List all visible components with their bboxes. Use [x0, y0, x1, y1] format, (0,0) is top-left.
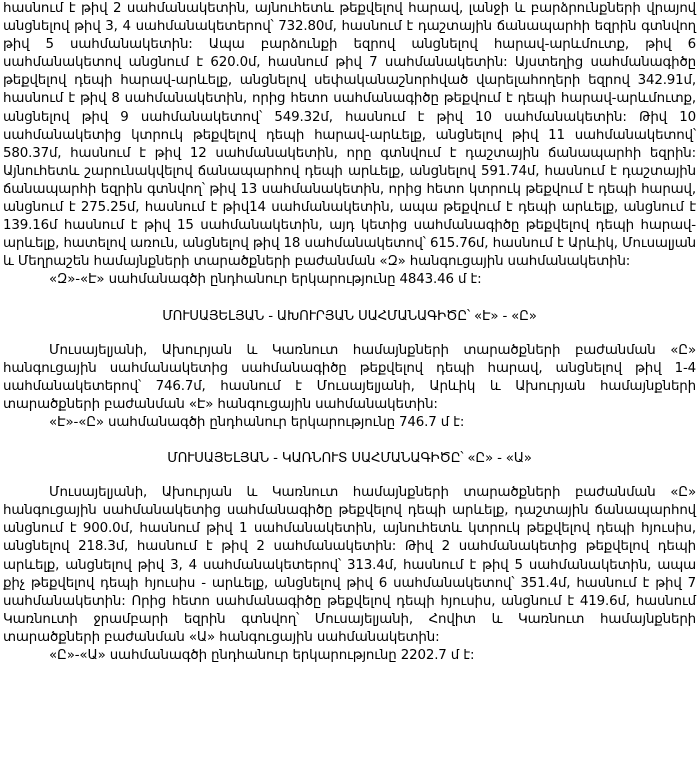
spacer	[3, 468, 696, 484]
section1-paragraph: հասնում է թիվ 2 սահմանակետին, այնուհետև թեքվելով հարավ, լանջի և բարձրունքների վրայով անցնելով թիվ 3, 4 սահմանակետերով՝ 732.80մ, հասնում է դաշտային ճանապարհի եզրին գտնվող թիվ 5 սահմանակետին: Ապա բարձունքի եզրով անցնելով հարավ-արևմուտք, թիվ 6 սահմանակետով անցնում է 620.0մ, հասնում թիվ 7 սահմանակետին: Այստեղից սահմանագիծը թեքվելով դեպի հարավ-արևելք, անցնելով սեփականաշնորհված վարելահողերի եզրով 342.91մ, հասնում է թիվ 8 սահմանակետին, որից հետո սահմանագիծը թեքվում է դեպի հարավ-արևմուտք, անցնելով թիվ 9 սահմանակետով՝ 549.32մ, հասնում է թիվ 10 սահմանակետին: Թիվ 10 սահմանակետից կտրուկ թեքվելով դեպի հարավ-արևելք, անցնելով թիվ 11 սահմանակետով՝ 580.37մ, հասնում է թիվ 12 սահմանակետին, որը գտնվում է դաշտային ճանապարհի եզրին: Այնուհետև շարունակվելով ճանապարհով դեպի արևելք, անցնելով 591.74մ, հասնում է դաշտային ճանապարհի եզրին գտնվող՝ թիվ 13 սահմանակետին, որից հետո կտրուկ թեքվում է դեպի հարավ, անցնում է 275.25մ, հասնում է թիվ14 սահմանակետին, ապա թեքվում է դեպի արևելք, անցնում է 139.16մ հասնում է թիվ 15 սահմանակետին, այդ կետից սահմանագիծը թեքվելով դեպի հարավ-արևելք, հատելով առուն, անցնելով թիվ 18 սահմանակետով՝ 615.76մ, հասնում է Արևիկ, Մուսալյան և Մեղրաշեն համայնքների տարածքների բաժանման «Զ» հանգուցային սահմանակետին:	[3, 1, 696, 270]
section3-heading: ՄՈՒՍԱՅԵԼՅԱՆ - ԿԱՌՆՈՒՏ ՍԱՀՄԱՆԱԳԻԾԸ՝ «Ը» - «Ա»	[167, 451, 532, 467]
spacer	[3, 432, 696, 450]
section2-heading: ՄՈՒՍԱՅԵԼՅԱՆ - ԱԽՈՒՐՅԱՆ ՍԱՀՄԱՆԱԳԻԾԸ՝ «Է» - «Ը»	[162, 308, 537, 324]
section3-total-length: «Ը»-«Ա» սահմանագծի ընդհանուր երկարությունը 2202.7 մ է:	[49, 648, 475, 663]
section2-total-length: «Է»-«Ը» սահմանագծի ընդհանուր երկարությունը 746.7 մ է:	[49, 414, 465, 430]
section1-total-length: «Զ»-«Է» սահմանագծի ընդհանուր երկարությունը 4843.46 մ է:	[49, 272, 482, 288]
section3-paragraph: Մուսայելյանի, Ախուրյան և Կառնուտ համայնքների տարածքների բաժանման «Ը» հանգուցային սահմանակետից սահմանագիծը թեքվելով դեպի արևելք, դաշտային ճանապարհով անցնում է 900.0մ, հասնում թիվ 1 սահմանակետին, այնուհետև կտրուկ թեքվելով դեպի հյուսիս, անցնելով 218.3մ, հասնում է թիվ 2 սահմանակետին: Թիվ 2 սահմանակետից թեքվելով դեպի արևելք, անցնելով թիվ 3, 4 սահմանակետերով՝ 313.4մ, հասնում է թիվ 5 սահմանակետին, ապա քիչ թեքվելով դեպի հյուսիս - արևելք, անցնելով թիվ 6 սահմանակետով՝ 351.4մ, հասնում է թիվ 7 սահմանակետին: Որից հետո սահմանագիծը թեքվելով դեպի հյուսիս, անցնում է 419.6մ, հասնում Կառնուտի ջրամբարի եզրին գտնվող՝ Մուսայելյանի, Հովիտ և Կառնուտ համայնքների տարածքների բաժանման «Ա» հանգուցային սահմանակետին:	[3, 485, 696, 645]
section2-paragraph: Մուսայելյանի, Ախուրյան և Կառնուտ համայնքների տարածքների բաժանման «Ը» հանգուցային սահմանակետից սահմանագիծը թեքվելով դեպի հարավ, անցնելով թիվ 1-4 սահմանակետերով՝ 746.7մ, հասնում է Մուսայելյանի, Արևիկ և Ախուրյան համայնքների տարածքների բաժանման «Է» հանգուցային սահմանակետին:	[3, 342, 696, 412]
spacer	[3, 326, 696, 342]
spacer	[3, 290, 696, 308]
